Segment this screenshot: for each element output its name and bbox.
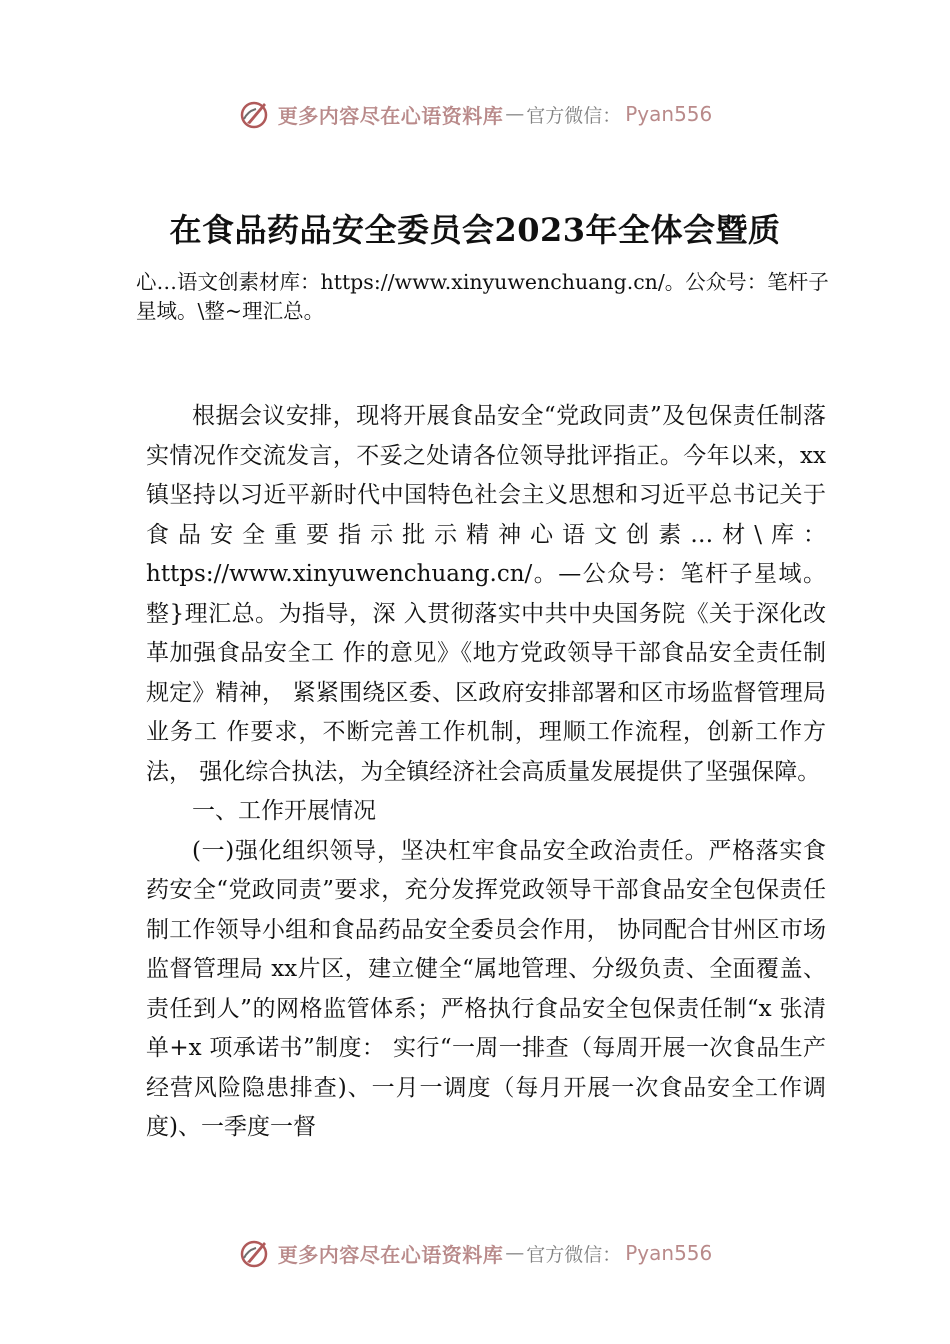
document-body bbox=[146, 397, 826, 1148]
banner-wechat-label: 官方微信： bbox=[526, 1243, 622, 1266]
quill-logo-icon bbox=[238, 1236, 272, 1270]
banner-wechat-label: 官方微信： bbox=[526, 104, 622, 127]
footer-watermark-banner bbox=[0, 1233, 950, 1273]
source-note: 心…语文创素材库：https://www.xinyuwenchuang.cn/。公众号：笔杆子星域。\整~理汇总。 bbox=[136, 270, 829, 323]
banner-text: 更多内容尽在心语资料库 bbox=[277, 1242, 504, 1267]
paragraph-section-1: (一)强化组织领导，坚决杠牢食品安全政治责任。严格落实食药安全“党政同责”要求，充分发挥党政领导干部食品安全包保责任制工作领导小组和食品药品安全委员会作用， 协同配合甘州区市场监督管理局 xx片区，建立健全“属地管理、分级负责、全面覆盖、责任到人”的网格监管体系；严格执行食品安全包保责任制“x 张清单+x 项承诺书”制度： 实行“一周一排查（每周开展一次食品生产经营风险隐患排查)、一月一调度（每月开展一次食品安全工作调度)、一季度一督 bbox=[146, 837, 826, 1140]
section-heading: 一、工作开展情况 bbox=[192, 798, 376, 824]
paragraph-intro: 根据会议安排，现将开展食品安全“党政同责”及包保责任制落实情况作交流发言，不妥之处请各位领导批评指正。今年以来，xx镇坚持以习近平新时代中国特色社会主义思想和习近平总书记关于食品安全重要指示批示精神心语文创素…材\库：https://www.xinyuwenchuang.cn/。—公众号：笔杆子星域。整}理汇总。为指导，深 入贯彻落实中共中央国务院《关于深化改革加强食品安全工 作的意见》《地方党政领导干部食品安全责任制规定》精神， 紧紧围绕区委、区政府安排部署和区市场监督管理局业务工 作要求，不断完善工作机制，理顺工作流程，创新工作方法， 强化综合执法，为全镇经济社会高质量发展提供了坚强保障。 bbox=[146, 403, 826, 785]
banner-wechat-id: Pyan556 bbox=[625, 1241, 713, 1265]
header-watermark-banner bbox=[0, 94, 950, 134]
banner-separator: — bbox=[505, 103, 525, 125]
banner-wechat-id: Pyan556 bbox=[625, 102, 713, 126]
banner-separator: — bbox=[505, 1242, 525, 1264]
quill-logo-icon bbox=[238, 97, 272, 131]
document-title: 在食品药品安全委员会2023年全体会暨质 bbox=[169, 211, 781, 249]
banner-text: 更多内容尽在心语资料库 bbox=[277, 103, 504, 128]
